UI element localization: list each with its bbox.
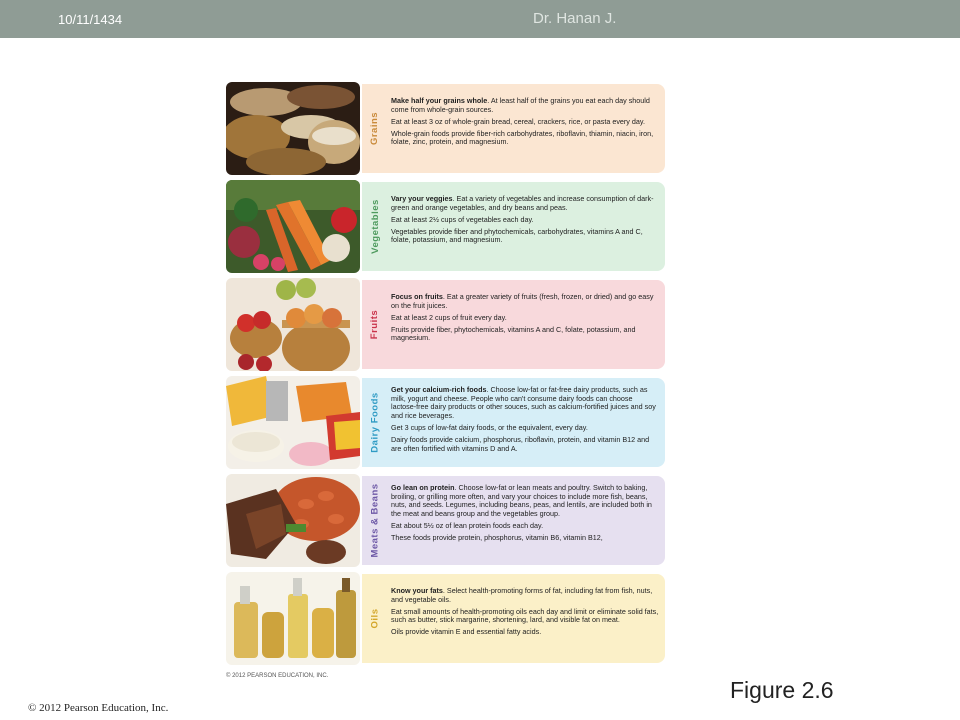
meats-beans-lead: Go lean on protein bbox=[391, 483, 455, 492]
meats-beans-nutrients: These foods provide protein, phosphorus, vitamin B6, vitamin B12, bbox=[391, 532, 603, 542]
slide-header-bar bbox=[0, 0, 960, 38]
meats-beans-photo bbox=[226, 474, 360, 567]
fruits-tab bbox=[362, 280, 388, 369]
vegetables-lead-text: . Eat a variety of vegetables and increase consumption of dark-green and orange vegetables, and dry beans and peas. bbox=[391, 194, 654, 212]
grains-nutrients: Whole-grain foods provide fiber-rich carbohydrates, riboflavin, thiamin, niacin, iron, folate, zinc, protein, and magnesium. bbox=[391, 128, 654, 147]
food-group-row-dairy bbox=[226, 376, 667, 469]
vegetables-label: Vegetables bbox=[369, 199, 381, 254]
oils-lead-text: . Select health-promoting forms of fat, including fat from fish, nuts, and vegetable oils. bbox=[391, 586, 653, 604]
oils-tab bbox=[362, 574, 388, 663]
grains-label: Grains bbox=[369, 111, 381, 146]
meats-beans-tab bbox=[362, 476, 388, 565]
grains-tab bbox=[362, 84, 388, 173]
meats-beans-amount: Eat about 5½ oz of lean protein foods each day. bbox=[391, 520, 544, 530]
oils-amount: Eat small amounts of health-promoting oils each day and limit or eliminate solid fats, such as butter, stick margarine, shortening, lard, and visible fat on meat. bbox=[391, 606, 659, 625]
slide-author: Dr. Hanan J. bbox=[533, 10, 617, 27]
food-group-row-vegetables bbox=[226, 180, 667, 273]
food-group-row-fruits bbox=[226, 278, 667, 371]
dairy-amount: Get 3 cups of low-fat dairy foods, or the equivalent, every day. bbox=[391, 422, 588, 432]
dairy-panel bbox=[362, 378, 665, 467]
vegetables-nutrients: Vegetables provide fiber and phytochemicals, carbohydrates, vitamins A and C, folate, potassium, and magnesium. bbox=[391, 226, 643, 245]
vegetables-panel bbox=[362, 182, 665, 271]
dairy-tab bbox=[362, 378, 388, 467]
meats-beans-label: Meats & Beans bbox=[369, 483, 381, 558]
fruits-lead: Focus on fruits bbox=[391, 292, 443, 301]
dairy-label: Dairy Foods bbox=[369, 392, 381, 453]
oils-label: Oils bbox=[369, 608, 381, 629]
grains-panel bbox=[362, 84, 665, 173]
food-group-row-grains bbox=[226, 82, 667, 175]
dairy-lead-text: . Choose low-fat or fat-free dairy products, such as milk, yogurt and cheese. People who can't consume dairy foods can choose lactose-free dairy products or other souces, such as calcium-fortified juices and soy and rice beverages. bbox=[391, 385, 656, 420]
slide-date: 10/11/1434 bbox=[58, 12, 123, 27]
fruits-label: Fruits bbox=[369, 309, 381, 340]
food-group-row-meats-beans bbox=[226, 474, 667, 567]
oils-panel bbox=[362, 574, 665, 663]
oils-nutrients: Oils provide vitamin E and essential fatty acids. bbox=[391, 627, 542, 637]
dairy-nutrients: Dairy foods provide calcium, phosphorus, riboflavin, protein, and vitamin B12 and are often fortified with vitamins D and A. bbox=[391, 434, 650, 453]
oils-photo bbox=[226, 572, 360, 665]
grains-lead: Make half your grains whole bbox=[391, 96, 488, 105]
fruits-panel bbox=[362, 280, 665, 369]
figure-label: Figure 2.6 bbox=[730, 677, 834, 703]
dairy-photo bbox=[226, 376, 360, 469]
copyright-notice: © 2012 Pearson Education, Inc. bbox=[28, 702, 169, 714]
vegetables-lead: Vary your veggies bbox=[391, 194, 453, 203]
fruits-nutrients: Fruits provide fiber, phytochemicals, vitamins A and C, folate, potassium, and magnesium. bbox=[391, 324, 636, 343]
vegetables-amount: Eat at least 2½ cups of vegetables each day. bbox=[391, 214, 534, 224]
fruits-photo bbox=[226, 278, 360, 371]
meats-beans-panel bbox=[362, 476, 665, 565]
vegetables-tab bbox=[362, 182, 388, 271]
grains-photo bbox=[226, 82, 360, 175]
dairy-lead: Get your calcium-rich foods bbox=[391, 385, 487, 394]
meats-beans-lead-text: . Choose low-fat or lean meats and poultry. Switch to baking, broiling, or grilling more often, and vary your choices to include more fish, beans, nuts, and seeds. Legumes, including beans, peas, and lentils, are included both in the meat and beans group and the vegetables group. bbox=[391, 483, 652, 518]
figure-credit: © 2012 PEARSON EDUCATION, INC. bbox=[226, 673, 329, 679]
grains-lead-text: . At least half of the grains you eat each day should come from whole-grain sources. bbox=[391, 96, 650, 114]
fruits-amount: Eat at least 2 cups of fruit every day. bbox=[391, 312, 507, 322]
oils-lead: Know your fats bbox=[391, 586, 443, 595]
vegetables-photo bbox=[226, 180, 360, 273]
fruits-lead-text: . Eat a greater variety of fruits (fresh, frozen, or dried) and go easy on the fruit juices. bbox=[391, 292, 654, 310]
food-group-row-oils bbox=[226, 572, 667, 665]
grains-amount: Eat at least 3 oz of whole-grain bread, cereal, crackers, rice, or pasta every day. bbox=[391, 116, 645, 126]
